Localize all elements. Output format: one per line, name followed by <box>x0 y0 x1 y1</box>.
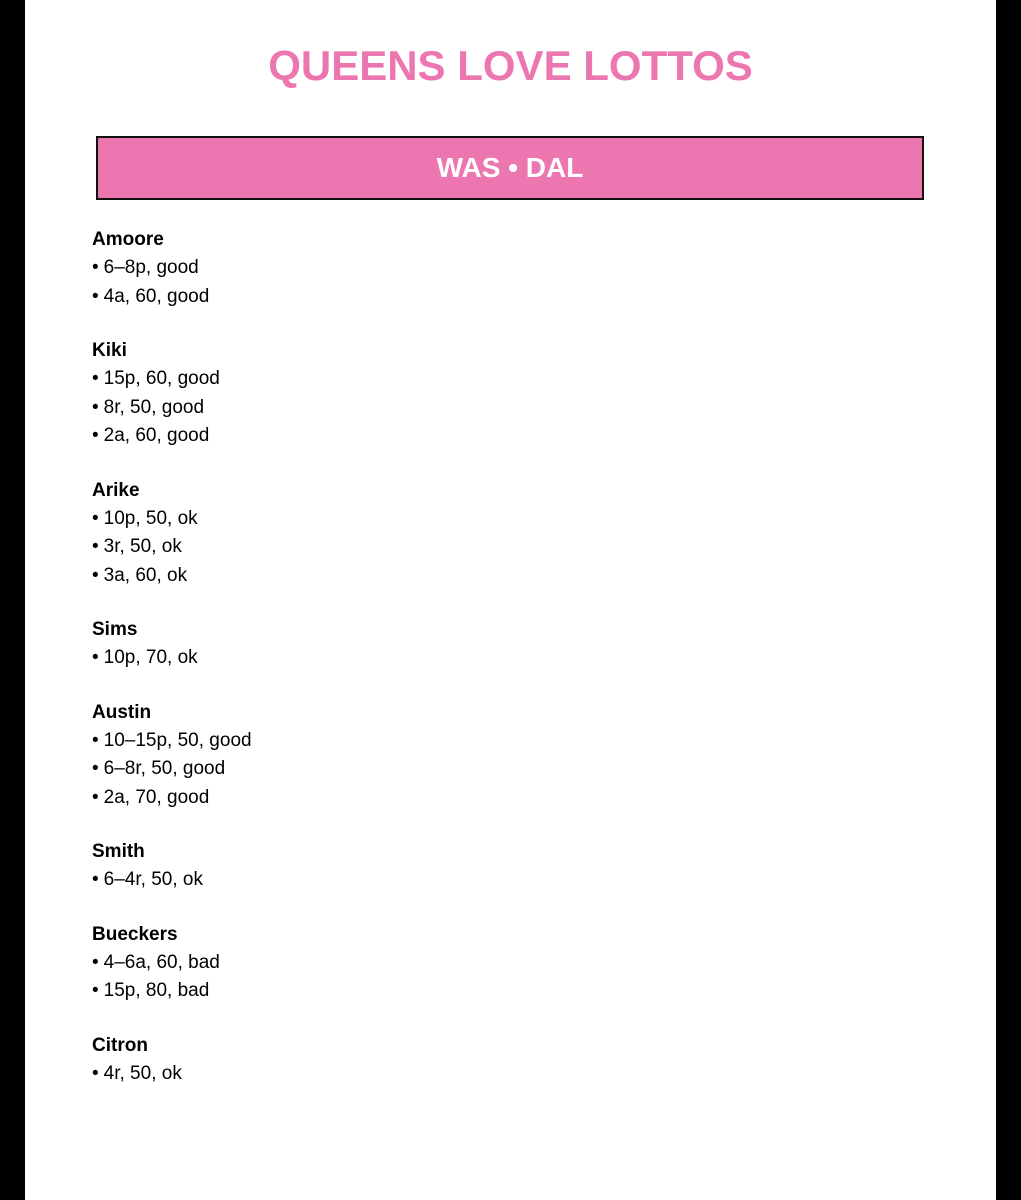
entry-text: 4a, 60, good <box>103 285 210 307</box>
entry-text: 2a, 60, good <box>103 425 210 446</box>
player-section <box>92 616 692 673</box>
player-section <box>92 1032 692 1089</box>
bullet-glyph: • <box>92 396 99 418</box>
entry-text: 10–15p, 50, good <box>103 729 252 751</box>
bullet-glyph: • <box>92 758 99 779</box>
bullet-glyph: • <box>92 729 99 751</box>
player-name: Citron <box>92 1034 148 1056</box>
bullet-glyph: • <box>92 285 99 307</box>
bullet-glyph: • <box>92 951 99 973</box>
list-item <box>92 755 692 784</box>
player-name: Austin <box>92 701 152 723</box>
entry-text: 4r, 50, ok <box>103 1062 182 1084</box>
list-item <box>92 254 692 283</box>
entry-text: 6–8r, 50, good <box>103 758 226 779</box>
matchup-banner <box>96 136 924 200</box>
entry-text: 15p, 60, good <box>103 368 220 389</box>
player-name: Sims <box>92 619 138 640</box>
list-item <box>92 562 692 591</box>
player-section <box>92 477 692 591</box>
player-section <box>92 337 692 451</box>
entry-text: 8r, 50, good <box>103 396 205 418</box>
player-name: Bueckers <box>92 923 178 945</box>
player-name: Amoore <box>92 229 164 250</box>
bullet-glyph: • <box>92 869 99 890</box>
entry-text: 3r, 50, ok <box>103 536 182 557</box>
player-name: Smith <box>92 841 145 862</box>
player-section <box>92 921 692 1006</box>
document-page <box>25 0 996 1200</box>
entry-text: 10p, 70, ok <box>103 647 198 668</box>
bullet-glyph: • <box>92 786 99 808</box>
page-title: QUEENS LOVE LOTTOS <box>268 42 753 89</box>
player-section <box>92 838 692 895</box>
list-item <box>92 949 692 978</box>
list-item <box>92 365 692 394</box>
list-item <box>92 394 692 423</box>
bullet-glyph: • <box>92 536 99 557</box>
list-item <box>92 1060 692 1089</box>
bullet-glyph: • <box>92 1062 99 1084</box>
matchup-banner-text: WAS • DAL <box>436 152 584 183</box>
list-item <box>92 505 692 534</box>
list-item <box>92 977 692 1006</box>
entry-text: 4–6a, 60, bad <box>103 951 220 973</box>
player-name: Arike <box>92 479 140 501</box>
list-item <box>92 644 692 673</box>
bullet-glyph: • <box>92 647 99 668</box>
entry-text: 3a, 60, ok <box>103 564 188 586</box>
bullet-glyph: • <box>92 368 99 389</box>
entry-text: 2a, 70, good <box>103 786 210 808</box>
list-item <box>92 283 692 312</box>
entry-text: 6–8p, good <box>103 257 199 278</box>
player-name: Kiki <box>92 340 127 361</box>
player-section <box>92 226 692 311</box>
bullet-glyph: • <box>92 425 99 446</box>
list-item <box>92 422 692 451</box>
bullet-glyph: • <box>92 564 99 586</box>
player-list <box>92 226 692 1114</box>
player-section <box>92 699 692 813</box>
bullet-glyph: • <box>92 980 99 1001</box>
entry-text: 6–4r, 50, ok <box>103 869 203 890</box>
entry-text: 15p, 80, bad <box>103 980 210 1001</box>
list-item <box>92 533 692 562</box>
bullet-glyph: • <box>92 507 99 529</box>
list-item <box>92 866 692 895</box>
list-item <box>92 727 692 756</box>
list-item <box>92 784 692 813</box>
bullet-glyph: • <box>92 257 99 278</box>
entry-text: 10p, 50, ok <box>103 507 198 529</box>
